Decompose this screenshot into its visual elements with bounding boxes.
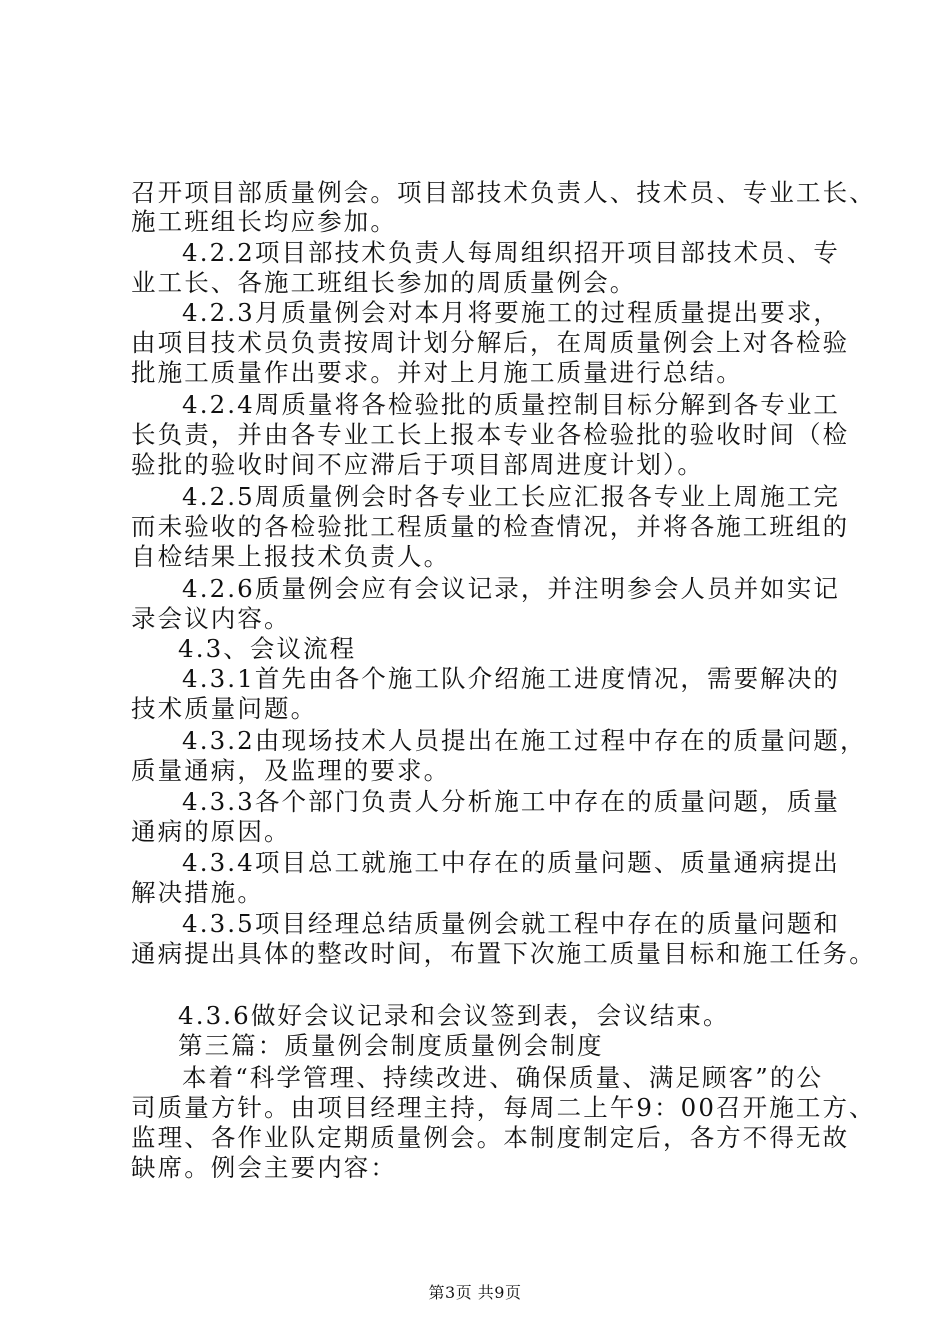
text-line: 监理、各作业队定期质量例会。本制度制定后，各方不得无故 (131, 1123, 850, 1152)
page-number-footer: 第3页 共9页 (428, 1283, 522, 1302)
text-line: 司质量方针。由项目经理主持，每周二上午9：00召开施工方、 (131, 1093, 876, 1122)
text-line: 4.3.3各个部门负责人分析施工中存在的质量问题，质量 (182, 787, 841, 816)
text-line: 4.3.5项目经理总结质量例会就工程中存在的质量问题和 (182, 909, 841, 938)
text-line: 验批的验收时间不应滞后于项目部周进度计划）。 (131, 450, 704, 479)
text-line: 4.2.4周质量将各检验批的质量控制目标分解到各专业工 (182, 390, 841, 419)
text-line: 4.3.2由现场技术人员提出在施工过程中存在的质量问题， (182, 726, 867, 755)
text-line: 通病提出具体的整改时间，布置下次施工质量目标和施工任务。 (131, 939, 876, 968)
text-line: 长负责，并由各专业工长上报本专业各检验批的验收时间（检 (131, 420, 850, 449)
text-line: 技术质量问题。 (131, 694, 318, 723)
section-heading: 4.3、会议流程 (178, 634, 357, 663)
text-line: 4.2.5周质量例会时各专业工长应汇报各专业上周施工完 (182, 482, 841, 511)
text-line: 解决措施。 (131, 878, 264, 907)
text-line: 自检结果上报技术负责人。 (131, 542, 451, 571)
text-line: 4.2.6质量例会应有会议记录，并注明参会人员并如实记 (182, 574, 841, 603)
text-line: 4.3.1首先由各个施工队介绍施工进度情况，需要解决的 (182, 664, 841, 693)
text-line: 而未验收的各检验批工程质量的检查情况，并将各施工班组的 (131, 512, 850, 541)
text-line: 业工长、各施工班组长参加的周质量例会。 (131, 268, 637, 297)
text-line: 4.3.6做好会议记录和会议签到表，会议结束。 (178, 1001, 730, 1030)
text-line: 本着“科学管理、持续改进、确保质量、满足顾客”的公 (182, 1063, 824, 1092)
text-line: 批施工质量作出要求。并对上月施工质量进行总结。 (131, 358, 743, 387)
text-line: 施工班组长均应参加。 (131, 207, 397, 236)
text-line: 4.2.2项目部技术负责人每周组织招开项目部技术员、专 (182, 238, 841, 267)
text-line: 通病的原因。 (131, 817, 291, 846)
section-heading: 第三篇：质量例会制度质量例会制度 (178, 1031, 604, 1060)
text-line: 录会议内容。 (131, 604, 291, 633)
text-line: 召开项目部质量例会。项目部技术负责人、技术员、专业工长、 (131, 178, 876, 207)
text-line: 4.3.4项目总工就施工中存在的质量问题、质量通病提出 (182, 848, 841, 877)
text-line: 缺席。例会主要内容： (131, 1153, 397, 1182)
text-line: 质量通病，及监理的要求。 (131, 756, 451, 785)
text-line: 由项目技术员负责按周计划分解后，在周质量例会上对各检验 (131, 328, 850, 357)
text-line: 4.2.3月质量例会对本月将要施工的过程质量提出要求， (182, 298, 841, 327)
